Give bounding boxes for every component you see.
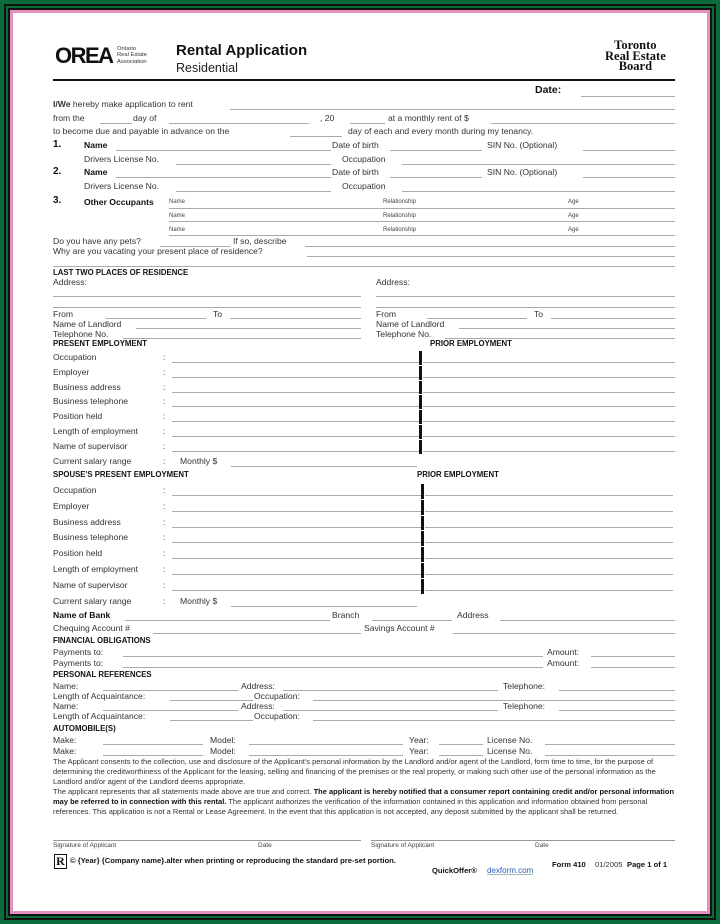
- spouse-employment-prior-field[interactable]: [425, 511, 673, 512]
- present-employment-divider: [419, 410, 422, 424]
- present-employment-divider: [419, 425, 422, 439]
- auto-1-license-field[interactable]: [545, 744, 675, 745]
- reference-2-address-field[interactable]: [283, 710, 498, 711]
- amount-label: Amount:: [547, 647, 580, 657]
- spouse-employment-present-field[interactable]: [172, 495, 421, 496]
- from-the-label: from the: [53, 113, 85, 123]
- spouse-employment-prior-field[interactable]: [425, 527, 673, 528]
- bank-name-field[interactable]: [125, 620, 330, 621]
- pets-describe-field[interactable]: [305, 246, 675, 247]
- spouse-employment-prior-field[interactable]: [425, 558, 673, 559]
- spouse-employment-colon: :: [163, 500, 166, 511]
- reference-2-occupation-field[interactable]: [313, 720, 675, 721]
- consent-authorization: The applicant authorizes the verification of the information contained in this application and information obtained from personal references. This application is not a Rental or Lease Agreement. In the event that this application is not accepted, any deposit submitted by the applicant shall be returned.: [53, 797, 648, 816]
- residence-1-telephone-label: Telephone No.: [53, 329, 109, 339]
- applicant-1-dob-field[interactable]: [390, 150, 482, 151]
- auto-1-make-field[interactable]: [103, 744, 203, 745]
- copyright-notice: © {Year} {Company name}.alter when printing or reproducing the standard pre-set portion.: [70, 856, 396, 865]
- chequing-field[interactable]: [153, 633, 361, 634]
- present-employment-colon: :: [163, 396, 166, 407]
- signature-2-date-label: Date: [535, 842, 549, 849]
- realtor-logo-icon: R: [54, 854, 67, 869]
- bank-name-label: Name of Bank: [53, 610, 111, 620]
- spouse-employment-colon: :: [163, 532, 166, 543]
- start-month-field[interactable]: [169, 123, 309, 124]
- payments-to-label: Payments to:: [53, 658, 104, 668]
- spouse-employment-divider: [421, 516, 424, 531]
- year-prefix-label: , 20: [320, 113, 335, 123]
- form-page: [13, 13, 707, 911]
- reference-1-name-label: Name:: [53, 681, 79, 691]
- auto-2-model-field[interactable]: [249, 755, 403, 756]
- applicant-2-dob-label: Date of birth: [332, 167, 379, 177]
- residence-1-to-field[interactable]: [230, 318, 361, 319]
- auto-2-license-field[interactable]: [545, 755, 675, 756]
- occupant-age-label: Age: [568, 213, 579, 219]
- monthly-rent-label: at a monthly rent of $: [388, 113, 469, 123]
- reference-1-telephone-field[interactable]: [559, 690, 675, 691]
- residence-1-telephone-field[interactable]: [123, 338, 361, 339]
- each-month-label: day of each and every month during my tenancy.: [348, 126, 534, 136]
- reference-2-address-label: Address:: [241, 701, 275, 711]
- other-occupants-label: Other Occupants: [84, 197, 154, 207]
- present-employment-prior-field[interactable]: [423, 392, 675, 393]
- savings-label: Savings Account #: [364, 623, 435, 633]
- occupant-name-label: Name: [169, 199, 186, 205]
- auto-1-make-label: Make:: [53, 735, 77, 745]
- present-employment-field-label: Business telephone: [53, 396, 129, 407]
- present-employment-colon: :: [163, 366, 166, 377]
- reference-1-address-label: Address:: [241, 681, 275, 691]
- spouse-employment-divider: [421, 563, 424, 578]
- date-field[interactable]: [581, 96, 675, 97]
- quickoffer-label: QuickOffer®: [432, 866, 477, 875]
- occupant-relationship-label: Relationship: [383, 199, 417, 205]
- automobiles-heading: AUTOMOBILE(S): [53, 724, 116, 733]
- savings-field[interactable]: [453, 633, 675, 634]
- auto-1-license-label: License No.: [487, 735, 533, 745]
- applicant-2-sin-label: SIN No. (Optional): [487, 167, 558, 177]
- orea-logo: OREA: [55, 43, 113, 68]
- auto-1-year-label: Year:: [409, 735, 429, 745]
- residence-2-address-label: Address:: [376, 277, 410, 287]
- occupant-1-field[interactable]: [169, 208, 675, 209]
- present-employment-salary-label: Current salary range: [53, 455, 132, 466]
- vacating-label: Why are you vacating your present place of residence?: [53, 246, 263, 256]
- applicant-1-sin-label: SIN No. (Optional): [487, 140, 558, 150]
- amount-field-1[interactable]: [591, 656, 675, 657]
- residence-2-to-label: To: [534, 309, 544, 319]
- spouse-employment-colon: :: [163, 516, 166, 527]
- present-employment-prior-field[interactable]: [423, 451, 675, 452]
- spouse-employment-colon: :: [163, 485, 166, 495]
- spouse-prior-employment-heading: PRIOR EMPLOYMENT: [417, 470, 499, 479]
- occupants-number: 3.: [53, 195, 62, 206]
- present-employment-field-label: Name of supervisor: [53, 440, 128, 451]
- spouse-employment-present-field[interactable]: [172, 527, 421, 528]
- branch-label: Branch: [332, 610, 360, 620]
- signature-2-label: Signature of Applicant: [371, 842, 435, 849]
- present-employment-colon: :: [163, 455, 166, 466]
- applicant-1-number: 1.: [53, 139, 62, 150]
- intro-line-1: [53, 99, 193, 109]
- consent-notice-bold: The applicant is hereby notified that a consumer report containing credit and/or personal information may be referred to in connection with this rental.: [53, 787, 675, 806]
- spouse-employment-present-field[interactable]: [172, 542, 421, 543]
- present-employment-field-label: Length of employment: [53, 426, 139, 436]
- reference-1-occupation-label: Occupation:: [254, 691, 300, 701]
- spouse-employment-colon: :: [163, 564, 166, 574]
- spouse-employment-prior-field[interactable]: [425, 495, 673, 496]
- reference-2-telephone-label: Telephone:: [503, 701, 546, 711]
- spouse-employment-colon: :: [163, 579, 166, 590]
- present-employment-colon: :: [163, 426, 166, 436]
- residence-1-address-field-2[interactable]: [53, 307, 361, 308]
- form-subtitle: Residential: [176, 61, 238, 75]
- residence-2-telephone-label: Telephone No.: [376, 329, 432, 339]
- spouse-employment-divider: [421, 531, 424, 546]
- applicant-2-occupation-field[interactable]: [402, 191, 675, 192]
- bank-address-label: Address: [457, 610, 489, 620]
- treb-logo: [605, 40, 666, 72]
- present-employment-divider: [419, 366, 422, 380]
- payments-to-label: Payments to:: [53, 647, 104, 657]
- form-date: 01/2005: [595, 860, 623, 869]
- present-employment-colon: :: [163, 381, 166, 392]
- reference-2-length-label: Length of Acquaintance:: [53, 711, 146, 721]
- date-label: Date:: [535, 84, 562, 96]
- start-year-field[interactable]: [350, 123, 385, 124]
- occupant-name-label: Name: [169, 227, 186, 233]
- spouse-employment-present-field[interactable]: [172, 558, 421, 559]
- auto-2-year-label: Year:: [409, 746, 429, 756]
- applicant-1-occupation-field[interactable]: [402, 164, 675, 165]
- orea-sub-line: Association: [117, 58, 147, 65]
- signature-2-field[interactable]: [371, 840, 675, 841]
- occupant-relationship-label: Relationship: [383, 227, 417, 233]
- consent-paragraph-2: [53, 787, 675, 817]
- occupant-age-label: Age: [568, 227, 579, 233]
- present-employment-present-field[interactable]: [172, 377, 419, 378]
- residence-1-landlord-field[interactable]: [136, 328, 361, 329]
- applicant-1-license-label: Drivers License No.: [84, 154, 159, 164]
- spouse-employment-monthly-salary-field[interactable]: [231, 606, 417, 607]
- present-employment-divider: [419, 395, 422, 409]
- spouse-employment-heading: SPOUSE'S PRESENT EMPLOYMENT: [53, 470, 189, 479]
- present-employment-prior-field[interactable]: [423, 362, 675, 363]
- page-number: Page 1 of 1: [627, 860, 668, 869]
- form-number: Form 410: [552, 860, 586, 869]
- reference-1-length-label: Length of Acquaintance:: [53, 691, 146, 701]
- spouse-employment-divider: [421, 484, 424, 499]
- present-employment-colon: :: [163, 352, 166, 362]
- residence-2-landlord-label: Name of Landlord: [376, 319, 445, 329]
- present-employment-monthly-label: Monthly $: [180, 455, 218, 466]
- applicant-1-name-label: Name: [84, 140, 108, 150]
- reference-2-name-label: Name:: [53, 701, 79, 711]
- reference-2-telephone-field[interactable]: [559, 710, 675, 711]
- spouse-employment-field-label: Name of supervisor: [53, 579, 128, 590]
- occupant-relationship-label: Relationship: [383, 213, 417, 219]
- spouse-employment-divider: [421, 500, 424, 515]
- auto-1-model-field[interactable]: [249, 744, 403, 745]
- applicant-2-license-field[interactable]: [176, 191, 331, 192]
- present-employment-field-label: Position held: [53, 411, 103, 422]
- spouse-employment-salary-label: Current salary range: [53, 595, 132, 606]
- consent-paragraph-1: The Applicant consents to the collection, use and disclosure of the Applicant's personal information by the Landlord and/or agent of the Landlord, form time to time, for the purpose of determining the creditworthiness of the Applicant for the leasing, selling and financing of the premises or the real property, or making such other use of the personal information as the Landlord and/or agent of the Landlord deems appropriate.: [53, 757, 656, 786]
- rent-label: hereby make application to rent: [72, 99, 193, 109]
- present-employment-present-field[interactable]: [172, 406, 419, 407]
- spouse-employment-field-label: Employer: [53, 500, 90, 511]
- present-employment-present-field[interactable]: [172, 436, 419, 437]
- spouse-employment-present-field[interactable]: [172, 590, 421, 591]
- amount-field-2[interactable]: [591, 667, 675, 668]
- auto-1-model-label: Model:: [210, 735, 236, 745]
- branch-field[interactable]: [372, 620, 452, 621]
- spouse-employment-colon: :: [163, 548, 166, 559]
- spouse-employment-divider: [421, 579, 424, 594]
- orea-sub-line: Real Estate: [117, 52, 147, 59]
- treb-line: Toronto: [614, 38, 657, 52]
- auto-2-license-label: License No.: [487, 746, 533, 756]
- spouse-employment-field-label: Occupation: [53, 485, 97, 495]
- residence-1-to-label: To: [213, 309, 223, 319]
- spouse-employment-monthly-label: Monthly $: [180, 595, 218, 606]
- spouse-employment-field-label: Business telephone: [53, 532, 129, 543]
- residence-1-from-label: From: [53, 309, 74, 319]
- pets-describe-label: If so, describe: [233, 236, 287, 246]
- spouse-employment-divider: [421, 547, 424, 562]
- applicant-1-occupation-label: Occupation: [342, 154, 386, 164]
- residence-1-address-field[interactable]: [53, 296, 361, 297]
- present-employment-divider: [419, 440, 422, 454]
- present-employment-monthly-salary-field[interactable]: [231, 466, 417, 467]
- signature-1-field[interactable]: [53, 840, 361, 841]
- chequing-label: Chequing Account #: [53, 623, 130, 633]
- present-employment-field-label: Business address: [53, 381, 121, 392]
- header-rule: [53, 79, 675, 81]
- due-label: to become due and payable in advance on the: [53, 126, 230, 136]
- reference-1-occupation-field[interactable]: [313, 700, 675, 701]
- present-employment-field-label: Occupation: [53, 352, 97, 362]
- applicant-2-name-field[interactable]: [116, 177, 331, 178]
- applicant-1-license-field[interactable]: [176, 164, 331, 165]
- vacating-field[interactable]: [307, 256, 675, 257]
- monthly-rent-field[interactable]: [491, 123, 675, 124]
- present-employment-prior-field[interactable]: [423, 421, 675, 422]
- spouse-employment-field-label: Length of employment: [53, 564, 139, 574]
- start-day-field[interactable]: [100, 123, 132, 124]
- present-employment-heading: PRESENT EMPLOYMENT: [53, 339, 148, 348]
- applicant-2-license-label: Drivers License No.: [84, 181, 159, 191]
- signature-1-label: Signature of Applicant: [53, 842, 117, 849]
- auto-2-year-field[interactable]: [439, 755, 483, 756]
- reference-1-telephone-label: Telephone:: [503, 681, 546, 691]
- dexform-link[interactable]: dexform.com: [487, 866, 534, 875]
- signature-1-date-label: Date: [258, 842, 272, 849]
- reference-2-length-field[interactable]: [170, 720, 253, 721]
- occupant-name-label: Name: [169, 213, 186, 219]
- present-employment-present-field[interactable]: [172, 392, 419, 393]
- rental-address-field[interactable]: [230, 109, 675, 110]
- spouse-employment-prior-field[interactable]: [425, 574, 673, 575]
- treb-line: Board: [618, 59, 653, 73]
- spouse-employment-field-label: Position held: [53, 548, 103, 559]
- payments-to-field-2[interactable]: [123, 667, 543, 668]
- due-day-field[interactable]: [290, 136, 342, 137]
- present-employment-prior-field[interactable]: [423, 377, 675, 378]
- residence-heading: LAST TWO PLACES OF RESIDENCE: [53, 268, 189, 277]
- financial-heading: FINANCIAL OBLIGATIONS: [53, 636, 151, 645]
- residence-2-address-field[interactable]: [376, 296, 675, 297]
- spouse-employment-prior-field[interactable]: [425, 542, 673, 543]
- present-employment-present-field[interactable]: [172, 421, 419, 422]
- vacating-field-2[interactable]: [53, 266, 675, 267]
- orea-sub-line: Ontario: [117, 46, 137, 52]
- present-employment-present-field[interactable]: [172, 451, 419, 452]
- pets-label: Do you have any pets?: [53, 236, 141, 246]
- present-employment-prior-field[interactable]: [423, 436, 675, 437]
- applicant-2-name-label: Name: [84, 167, 108, 177]
- applicant-2-occupation-label: Occupation: [342, 181, 386, 191]
- spouse-employment-field-label: Business address: [53, 516, 121, 527]
- present-employment-divider: [419, 351, 422, 365]
- present-employment-divider: [419, 381, 422, 395]
- residence-1-landlord-label: Name of Landlord: [53, 319, 122, 329]
- payments-to-field-1[interactable]: [123, 656, 543, 657]
- orea-logo-subtext: [117, 46, 147, 65]
- consent-statement: The applicant represents that all statements made above are true and correct.: [53, 787, 312, 796]
- spouse-employment-prior-field[interactable]: [425, 590, 673, 591]
- applicant-2-sin-field[interactable]: [583, 177, 675, 178]
- residence-1-address-label: Address:: [53, 277, 87, 287]
- bank-address-field[interactable]: [500, 620, 675, 621]
- amount-label: Amount:: [547, 658, 580, 668]
- form-title: Rental Application: [176, 42, 308, 59]
- auto-1-year-field[interactable]: [439, 744, 483, 745]
- applicant-1-sin-field[interactable]: [583, 150, 675, 151]
- applicant-1-name-field[interactable]: [116, 150, 331, 151]
- occupant-2-field[interactable]: [169, 221, 675, 222]
- reference-1-address-field[interactable]: [283, 690, 498, 691]
- auto-2-model-label: Model:: [210, 746, 236, 756]
- spouse-employment-colon: :: [163, 595, 166, 606]
- day-of-label: day of: [133, 113, 157, 123]
- residence-2-to-field[interactable]: [551, 318, 675, 319]
- present-employment-colon: :: [163, 411, 166, 422]
- spouse-employment-present-field[interactable]: [172, 574, 421, 575]
- residence-2-landlord-field[interactable]: [459, 328, 675, 329]
- auto-2-make-label: Make:: [53, 746, 77, 756]
- treb-line: Real Estate: [605, 48, 666, 63]
- references-heading: PERSONAL REFERENCES: [53, 670, 152, 679]
- auto-2-make-field[interactable]: [103, 755, 203, 756]
- present-employment-present-field[interactable]: [172, 362, 419, 363]
- applicant-2-number: 2.: [53, 166, 62, 177]
- iwe-label: I/We: [53, 99, 71, 109]
- present-employment-colon: :: [163, 440, 166, 451]
- occupant-age-label: Age: [568, 199, 579, 205]
- reference-2-occupation-label: Occupation:: [254, 711, 300, 721]
- applicant-2-dob-field[interactable]: [390, 177, 482, 178]
- residence-2-from-label: From: [376, 309, 397, 319]
- residence-2-address-field-2[interactable]: [376, 307, 675, 308]
- prior-employment-heading: PRIOR EMPLOYMENT: [430, 339, 512, 348]
- spouse-employment-present-field[interactable]: [172, 511, 421, 512]
- applicant-1-dob-label: Date of birth: [332, 140, 379, 150]
- present-employment-field-label: Employer: [53, 366, 90, 377]
- present-employment-prior-field[interactable]: [423, 406, 675, 407]
